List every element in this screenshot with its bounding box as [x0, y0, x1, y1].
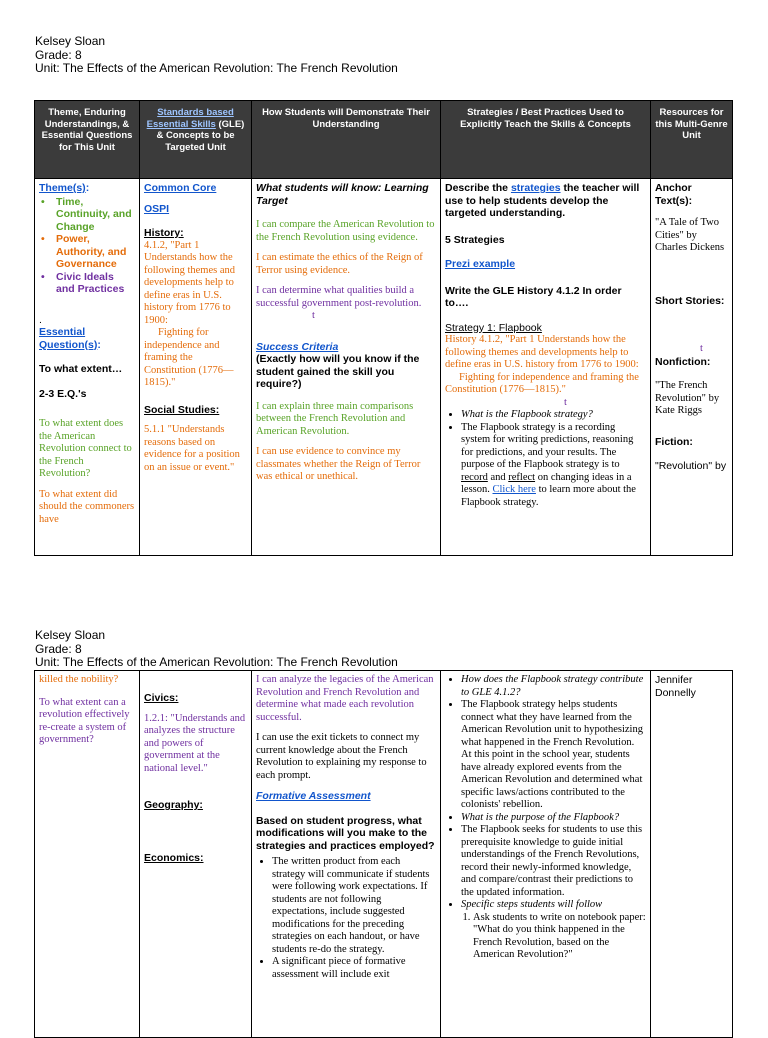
- prezi-link[interactable]: Prezi example: [445, 258, 516, 270]
- list-item: 1. Ask students to write on notebook paper: "What do you think happened in the French Revolution, based on the American Revolution?": [473, 912, 646, 962]
- demonstration-cell: [252, 179, 441, 556]
- steps-list: [445, 912, 646, 962]
- success-criteria-3: I can analyze the legacies of the American Revolution and French Revolution and determine what made each revolution successful.: [256, 674, 434, 723]
- learning-target-3: [256, 285, 436, 323]
- standards-cell: [140, 671, 252, 1038]
- header-standards: [140, 101, 252, 179]
- learning-target-label: What students will know: Learning Target: [256, 182, 429, 207]
- nonfiction-label: Nonfiction:: [655, 355, 711, 368]
- learning-target-3-text: I can determine what qualities build a successful government post-revolution.: [256, 285, 422, 309]
- short-stories-label: Short Stories:: [655, 294, 725, 307]
- header-demonstrate: How Students will Demonstrate Their Understanding: [252, 101, 441, 179]
- list-item: • A significant piece of formative assessment will include exit: [272, 956, 436, 981]
- economics-label: Economics:: [144, 851, 204, 864]
- formative-assessment-link[interactable]: Formative Assessment: [256, 790, 371, 802]
- flapbook-list: [445, 409, 646, 509]
- flapbook-desc-mid: on changing ideas in a lesson.: [461, 471, 632, 495]
- eq-count: 2-3 E.Q.'s: [39, 387, 87, 400]
- list-item: • The Flapbook seeks for students to use this prerequisite knowledge to guide initial understandings of the French Revolutions, record their newly-informed knowledge, and compare/contrast their predictions to the updated information.: [461, 824, 646, 899]
- to-what-extent: To what extent…: [39, 363, 123, 375]
- modifications-question: Based on student progress, what modifications will you make to the strategies and practices employed?: [256, 814, 435, 852]
- stray-t: t: [312, 310, 315, 321]
- list-item: • Civic Ideals and Practices: [39, 271, 135, 296]
- flapbook-desc-pre: The Flapbook strategy is a recording system for writing predictions, reasoning for predictions, and your results. The purpose of the Flapbook strategy is to: [461, 421, 634, 470]
- themes-list: [39, 196, 135, 296]
- list-item: • The Flapbook strategy helps students connect what they have learned from the American Revolution unit to hypothesizing what happened in the French Revolution. At this point in the school year, students have already explored events from the American Revolution and determined what specific laws/actions contributed to the colonists' rebellion.: [461, 699, 646, 812]
- success-criteria-1: I can explain three main comparisons between the French Revolution and American Revolution.: [256, 400, 414, 437]
- flapbook-list-continued: [445, 674, 646, 912]
- unit-plan-table-continued: [34, 670, 733, 1038]
- header-themes: Theme, Enduring Understandings, & Essential Questions for This Unit: [35, 101, 140, 179]
- learning-target-2: I can estimate the ethics of the Reign of Terror using evidence.: [256, 252, 423, 276]
- themes-colon: :: [85, 182, 90, 194]
- assessment-list: [256, 856, 436, 981]
- table-row: [35, 179, 733, 556]
- describe-post: the teacher will use to help students develop the targeted understanding.: [445, 182, 640, 219]
- strategy-1-standard: History 4.1.2, "Part 1 Understands how the following themes and developments help to define eras in U.S. history from 1776 to 1900:: [445, 334, 639, 370]
- social-studies-label: Social Studies:: [144, 403, 220, 416]
- header-standards-text: (GLE) & Concepts to be Targeted Unit: [156, 118, 245, 153]
- list-item: • Power, Authority, and Governance: [39, 233, 135, 271]
- unit-plan-table: [34, 100, 733, 556]
- success-criteria-link[interactable]: Success Criteria: [256, 340, 339, 353]
- fiction-text: "Revolution" by: [655, 460, 727, 472]
- learning-target-1: I can compare the American Revolution to the French Revolution using evidence.: [256, 219, 435, 243]
- anchor-text: "A Tale of Two Cities" by Charles Dickens: [655, 217, 725, 253]
- author-name: Kelsey Sloan: [35, 34, 106, 48]
- list-item: • Time, Continuity, and Change: [39, 196, 135, 234]
- grade-label: Grade: 8: [35, 47, 82, 62]
- list-item: • What is the Flapbook strategy?: [461, 409, 646, 422]
- header-strategies: Strategies / Best Practices Used to Explicitly Teach the Skills & Concepts: [441, 101, 651, 179]
- write-gle: Write the GLE History 4.1.2 In order to….: [445, 284, 622, 309]
- list-item: • Specific steps students will follow: [461, 899, 646, 912]
- unit-title: Unit: The Effects of the American Revolution: The French Revolution: [35, 655, 398, 669]
- essential-question-2-cont: killed the nobility?: [39, 674, 119, 685]
- strategy-1-standard-indent: Fighting for independence and framing the Constitution (1776—1815).": [445, 371, 639, 395]
- table-header-row: [35, 101, 733, 179]
- stray-t: t: [564, 396, 567, 408]
- list-item: • The written product from each strategy will communicate if students were following work expectations. If students are not following expectations, include suggested modifications for the preceding strategies on each handout, or have students re-do the strategy.: [272, 856, 436, 956]
- stray-t: t: [700, 343, 703, 354]
- and-word: and: [487, 471, 509, 483]
- social-studies-standard: 5.1.1 "Understands reasons based on evidence for a position on an issue or event.": [144, 424, 240, 473]
- strategies-cell: [441, 671, 651, 1038]
- essential-questions-link[interactable]: Essential Question(s): [39, 326, 98, 351]
- table-row: [35, 671, 733, 1038]
- record-word: record: [461, 471, 488, 483]
- civics-standard: 1.2.1: "Understands and analyzes the structure and powers of government at the national level.": [144, 712, 246, 774]
- resources-cell: [651, 671, 733, 1038]
- reflect-word: reflect: [508, 471, 536, 483]
- common-core-link[interactable]: Common Core: [144, 182, 217, 194]
- essential-question-3: To what extent can a revolution effectively re-create a system of government?: [39, 696, 130, 745]
- stray-dot: .: [39, 313, 42, 326]
- themes-link[interactable]: Theme(s): [39, 182, 86, 194]
- success-criteria-question: (Exactly how will you know if the student gained the skill you require?): [256, 353, 420, 390]
- essential-question-1: To what extent does the American Revolution connect to the French Revolution?: [39, 418, 132, 479]
- history-standard: 4.1.2, "Part 1 Understands how the following themes and developments help to define eras in U.S. history from 1776 to 1900:: [144, 239, 235, 326]
- unit-title: Unit: The Effects of the American Revolution: The French Revolution: [35, 61, 398, 75]
- describe-strategies: [445, 182, 646, 220]
- click-here-link[interactable]: Click here: [492, 484, 536, 495]
- essential-question-2: To what extent did should the commoners have: [39, 488, 135, 525]
- page-header: [35, 629, 398, 670]
- fiction-label: Fiction:: [655, 435, 693, 448]
- header-resources: Resources for this Multi-Genre Unit: [651, 101, 733, 179]
- flapbook-desc-post: to learn more about the Flapbook strategy.: [461, 484, 636, 508]
- describe-pre: Describe the: [445, 182, 511, 194]
- eq-colon: :: [97, 338, 101, 351]
- anchor-text-label: Anchor Text(s):: [655, 182, 693, 207]
- history-standard-indent: Fighting for independence and framing the Constitution (1776—1815).": [144, 327, 234, 388]
- success-criteria-4: I can use the exit tickets to connect my current knowledge about the French Revolution to explaining my response to each prompt.: [256, 732, 427, 781]
- author-name: Kelsey Sloan: [35, 628, 106, 642]
- list-item: • What is the purpose of the Flapbook?: [461, 812, 646, 825]
- history-label: History:: [144, 227, 184, 239]
- nonfiction-text: "The French Revolution" by Kate Riggs: [655, 380, 720, 416]
- strategy-1-title: Strategy 1: Flapbook: [445, 321, 542, 334]
- strategies-link[interactable]: strategies: [510, 182, 561, 194]
- themes-cell: [35, 671, 140, 1038]
- standards-cell: [140, 179, 252, 556]
- fiction-author: Jennifer Donnelly: [655, 674, 696, 699]
- page-header: [35, 35, 398, 76]
- grade-label: Grade: 8: [35, 641, 82, 656]
- resources-cell: [651, 179, 733, 556]
- ospi-link[interactable]: OSPI: [144, 202, 170, 215]
- list-item: • How does the Flapbook strategy contribute to GLE 4.1.2?: [461, 674, 646, 699]
- demonstration-cell: [252, 671, 441, 1038]
- five-strategies: 5 Strategies: [445, 233, 505, 246]
- list-item: [461, 422, 646, 510]
- standards-link[interactable]: Standards based Essential Skills: [146, 107, 234, 130]
- civics-label: Civics:: [144, 692, 179, 704]
- themes-cell: [35, 179, 140, 556]
- success-criteria-2: I can use evidence to convince my classmates whether the Reign of Terror was ethical or unethical.: [256, 446, 421, 482]
- geography-label: Geography:: [144, 799, 203, 811]
- strategies-cell: [441, 179, 651, 556]
